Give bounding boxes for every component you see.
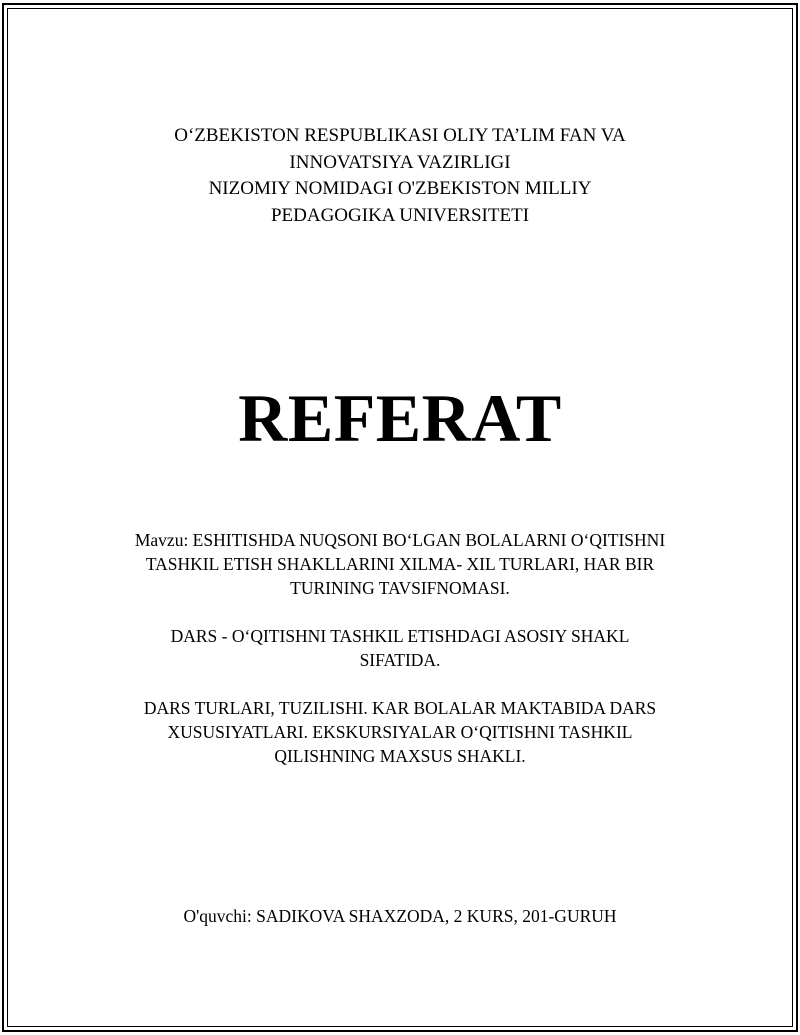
header-line: INNOVATSIYA VAZIRLIGI bbox=[289, 151, 511, 173]
topic-line: Mavzu: ESHITISHDA NUQSONI BO‘LGAN BOLALARNI O‘QITISHNI bbox=[134, 530, 666, 550]
header-line: PEDAGOGIKA UNIVERSITETI bbox=[270, 204, 530, 226]
topic-line: SIFATIDA. bbox=[359, 650, 441, 670]
topic-paragraph-2 bbox=[0, 624, 800, 672]
topic-line: TURINING TAVSIFNOMASI. bbox=[290, 578, 510, 598]
topic-line: DARS - O‘QITISHNI TASHKIL ETISHDAGI ASOSIY SHAKL bbox=[170, 626, 630, 646]
author-text: O'quvchi: SADIKOVA SHAXZODA, 2 KURS, 201-GURUH bbox=[183, 906, 617, 926]
topic-paragraph-1 bbox=[0, 528, 800, 600]
topic-line: XUSUSIYATLARI. EKSKURSIYALAR O‘QITISHNI TASHKIL bbox=[167, 722, 633, 742]
topic-line: QILISHNING MAXSUS SHAKLI. bbox=[274, 746, 526, 766]
topic-line: TASHKIL ETISH SHAKLLARINI XILMA- XIL TURLARI, HAR BIR bbox=[145, 554, 655, 574]
topic-line: DARS TURLARI, TUZILISHI. KAR BOLALAR MAKTABIDA DARS bbox=[143, 698, 657, 718]
institution-header bbox=[0, 123, 800, 229]
document-title: REFERAT bbox=[238, 380, 562, 456]
author-line bbox=[0, 904, 800, 928]
topic-paragraph-3 bbox=[0, 696, 800, 768]
header-line: O‘ZBEKISTON RESPUBLIKASI OLIY TA’LIM FAN VA bbox=[174, 125, 626, 146]
header-line: NIZOMIY NOMIDAGI O'ZBEKISTON MILLIY bbox=[208, 178, 592, 199]
